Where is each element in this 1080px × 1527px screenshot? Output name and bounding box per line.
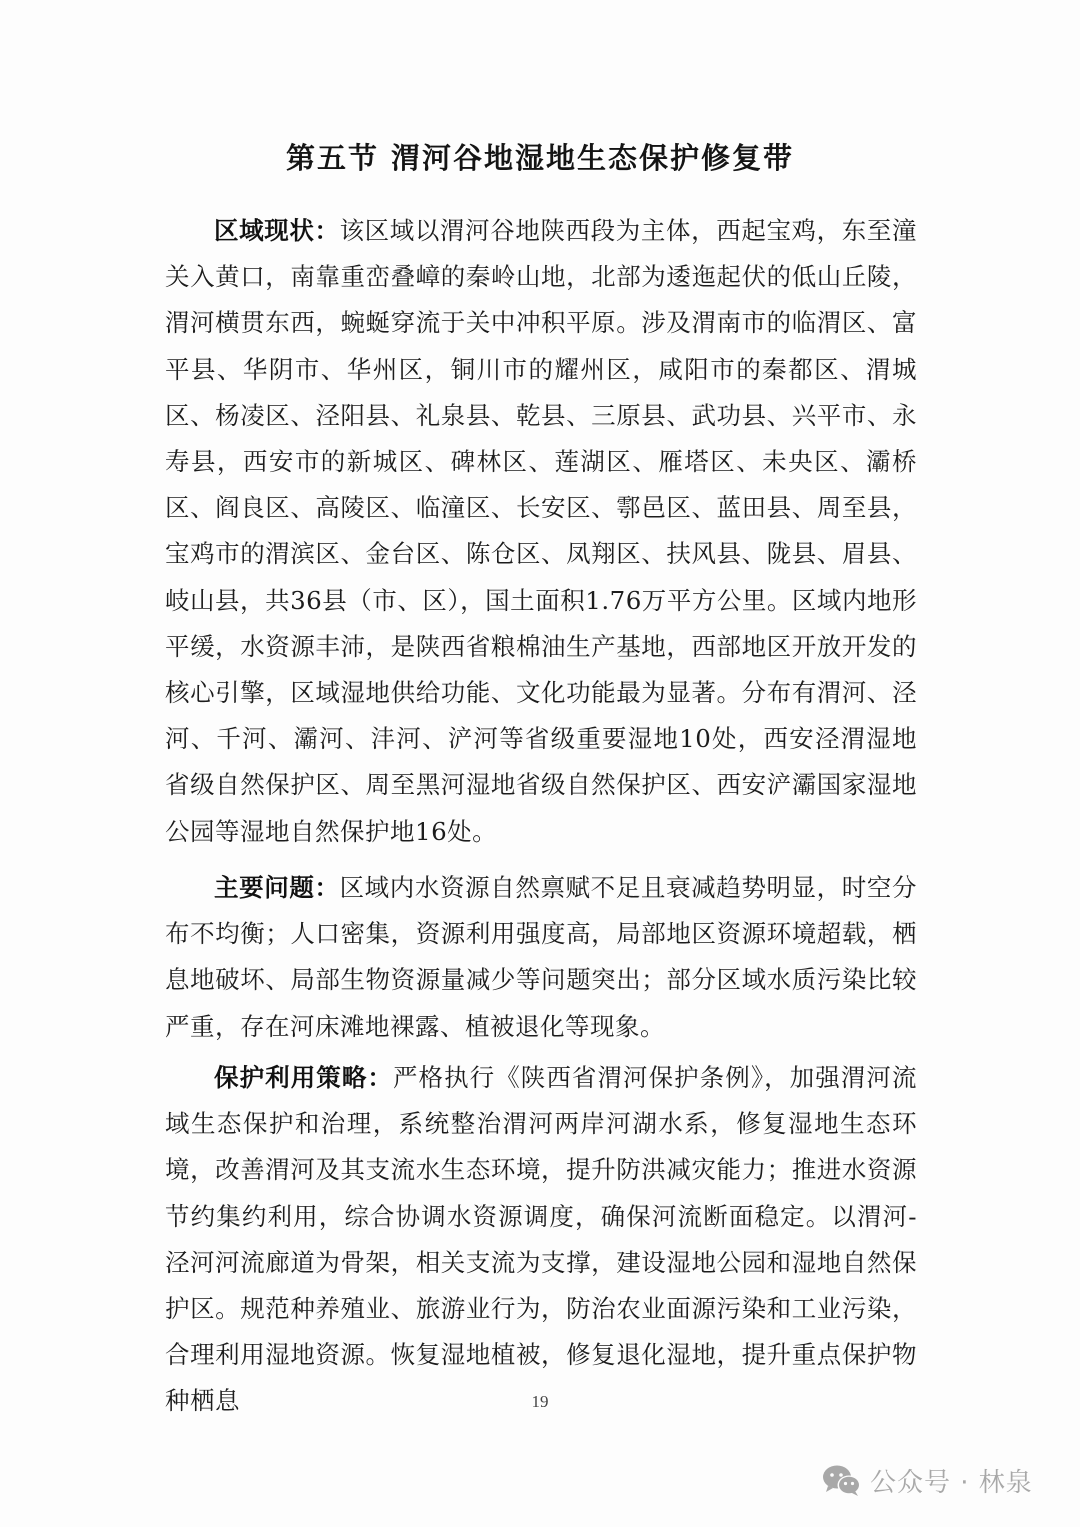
paragraph-protection-strategy: [165, 1055, 917, 1425]
paragraph-text: 严格执行《陕西省渭河保护条例》，加强渭河流域生态保护和治理，系统整治渭河两岸河湖水系，修复湿地生态环境，改善渭河及其支流水生态环境，提升防洪减灾能力；推进水资源节约集约利用，综合协调水资源调度，确保河流断面稳定。以渭河-泾河河流廊道为骨架，相关支流为支撑，建设湿地公园和湿地自然保护区。规范种养殖业、旅游业行为，防治农业面源污染和工业污染，合理利用湿地资源。恢复湿地植被，修复退化湿地，提升重点保护物种栖息: [165, 1063, 917, 1416]
paragraph-lead: 保护利用策略：: [214, 1063, 393, 1092]
paragraph-lead: 区域现状：: [214, 216, 340, 245]
paragraph-lead: 主要问题：: [214, 873, 340, 902]
paragraph-main-problems: [165, 865, 917, 1050]
paragraph-text: 该区域以渭河谷地陕西段为主体，西起宝鸡，东至潼关入黄口，南靠重峦叠嶂的秦岭山地，北部为逶迤起伏的低山丘陵，渭河横贯东西，蜿蜒穿流于关中冲积平原。涉及渭南市的临渭区、富平县、华阴市、华州区，铜川市的耀州区，咸阳市的秦都区、渭城区、杨凌区、泾阳县、礼泉县、乾县、三原县、武功县、兴平市、永寿县，西安市的新城区、碑林区、莲湖区、雁塔区、未央区、灞桥区、阎良区、高陵区、临潼区、长安区、鄠邑区、蓝田县、周至县，宝鸡市的渭滨区、金台区、陈仓区、凤翔区、扶风县、陇县、眉县、岐山县，共36县（市、区），国土面积1.76万平方公里。区域内地形平缓，水资源丰沛，是陕西省粮棉油生产基地，西部地区开放开发的核心引擎，区域湿地供给功能、文化功能最为显著。分布有渭河、泾河、千河、灞河、沣河、浐河等省级重要湿地10处，西安泾渭湿地省级自然保护区、周至黑河湿地省级自然保护区、西安浐灞国家湿地公园等湿地自然保护地16处。: [165, 216, 918, 846]
paragraph-regional-status: [165, 208, 917, 855]
section-title: 第五节 渭河谷地湿地生态保护修复带: [285, 141, 795, 175]
wechat-icon: [822, 1464, 862, 1498]
watermark-text: 公众号 · 林泉: [870, 1468, 1033, 1498]
page-number: 19: [531, 1392, 549, 1411]
paragraph-text: 区域内水资源自然禀赋不足且衰减趋势明显，时空分布不均衡；人口密集，资源利用强度高，局部地区资源环境超载，栖息地破坏、局部生物资源量减少等问题突出；部分区域水质污染比较严重，存在河床滩地裸露、植被退化等现象。: [165, 873, 918, 1041]
watermark: [822, 1462, 1033, 1499]
